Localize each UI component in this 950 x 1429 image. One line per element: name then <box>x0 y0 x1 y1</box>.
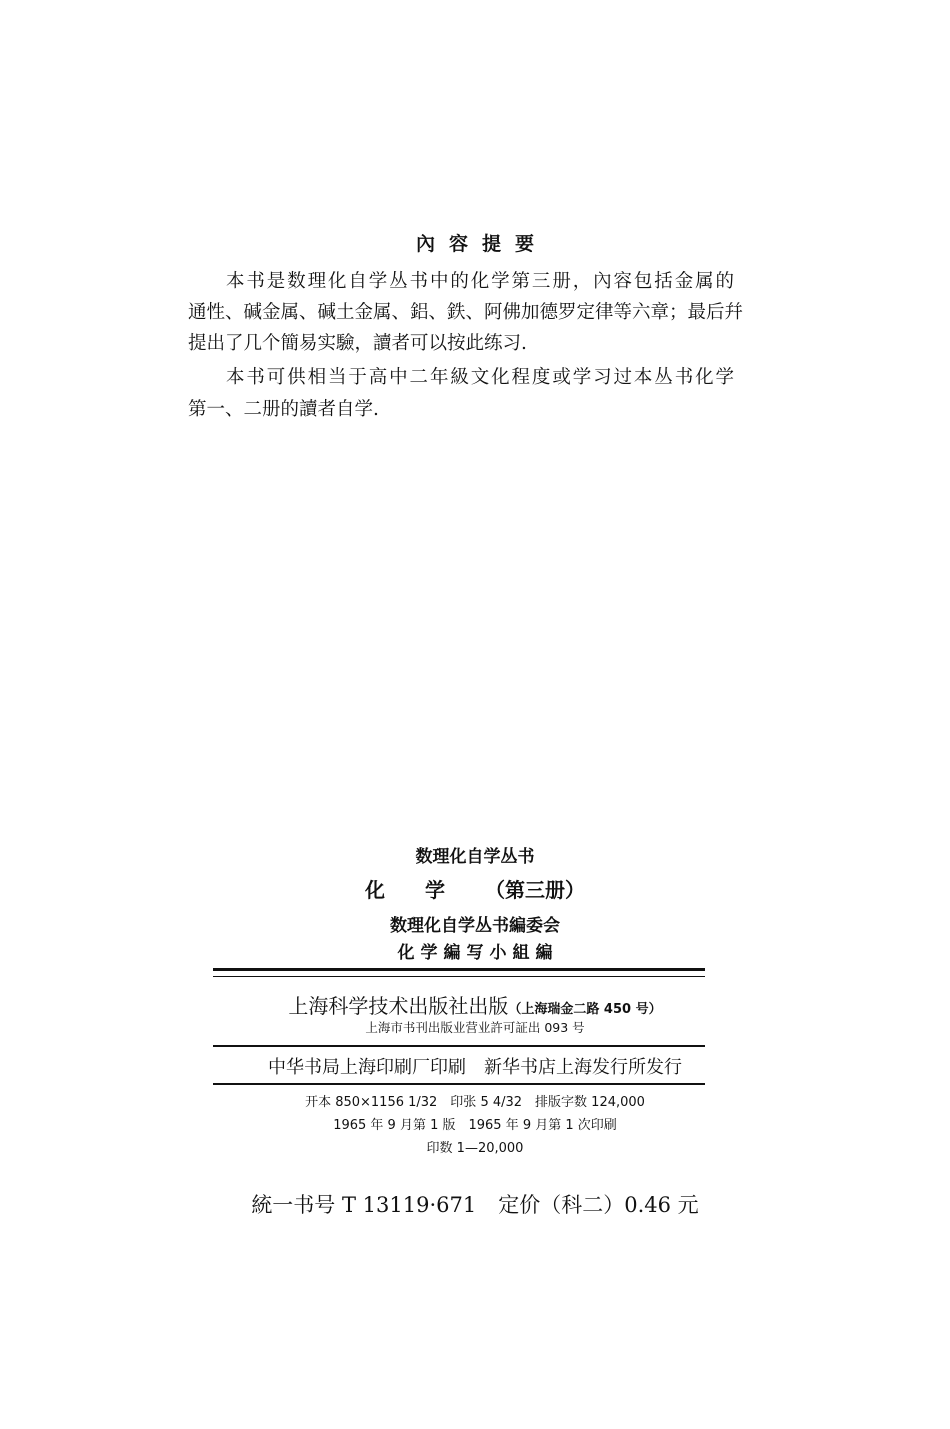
summary-paragraph-1-line-1: 本书是数理化自学丛书中的化学第三册，內容包括金属的 <box>226 271 734 292</box>
series-name: 数理化自学丛书 <box>415 847 535 867</box>
printer-distributor: 中华书局上海印刷厂印刷 新华书店上海发行所发行 <box>268 1057 682 1078</box>
book-title-volume: （第三册） <box>485 878 585 902</box>
print-run: 印数 1—20,000 <box>426 1141 524 1156</box>
summary-paragraph-2-line-2: 第一、二册的讀者自学. <box>188 399 379 420</box>
editor-group: 化学編写小組編 <box>397 943 559 963</box>
unified-book-number: 統一书号 T 13119·671 <box>251 1193 477 1217</box>
publisher-name: 上海科学技术出版社出版 <box>288 994 509 1018</box>
divider-thick <box>213 968 705 971</box>
price: 定价（科二）0.46 元 <box>498 1193 699 1217</box>
format-specs: 开本 850×1156 1/32 印张 5 4/32 排版字数 124,000 <box>305 1095 645 1110</box>
summary-paragraph-1-line-3: 提出了几个簡易实驗，讀者可以按此练习. <box>188 333 527 354</box>
publishing-license: 上海市书刊出版业营业許可証出 093 号 <box>365 1020 585 1035</box>
divider-printer-top <box>213 1045 705 1047</box>
isbn-price-line <box>0 1189 950 1219</box>
book-title-main: 化学 <box>365 878 485 902</box>
divider-printer-bottom <box>213 1083 705 1085</box>
publisher-line <box>0 990 950 1019</box>
publisher-address: （上海瑞金二路 450 号） <box>508 1002 662 1017</box>
edition-dates: 1965 年 9 月第 1 版 1965 年 9 月第 1 次印刷 <box>333 1118 617 1133</box>
divider-thin <box>213 976 705 977</box>
book-title <box>0 874 950 903</box>
summary-paragraph-1-line-2: 通性、碱金属、碱土金属、鋁、鉄、阿佛加德罗定律等六章；最后幷 <box>188 302 744 323</box>
editor-committee: 数理化自学丛书編委会 <box>390 916 560 936</box>
summary-title: 內容提要 <box>415 233 548 255</box>
summary-paragraph-2-line-1: 本书可供相当于高中二年級文化程度或学习过本丛书化学 <box>226 367 734 388</box>
